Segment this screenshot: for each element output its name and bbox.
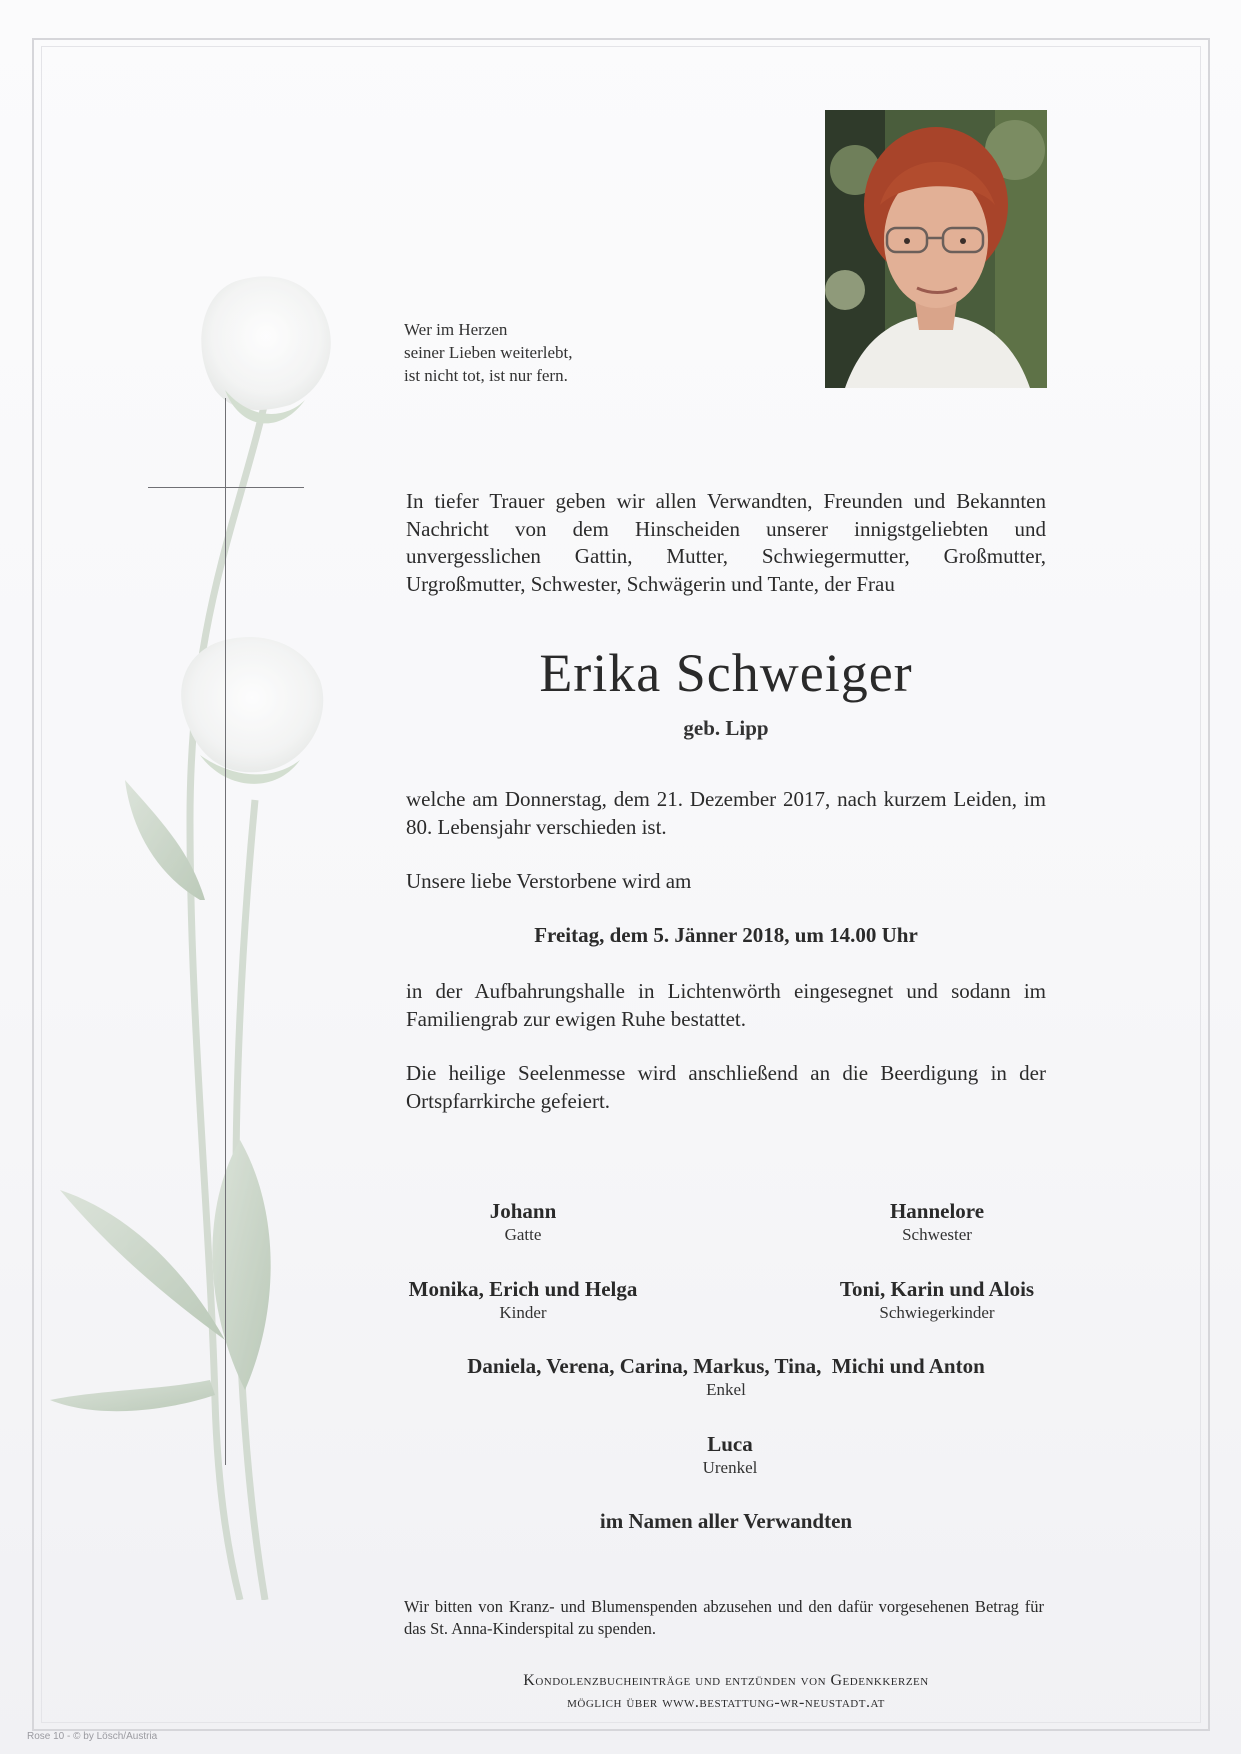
cross-vertical-line	[225, 398, 226, 1465]
quote-line: Wer im Herzen	[404, 320, 508, 339]
condolence-footer	[406, 1670, 1046, 1714]
mourner-relation: Gatte	[504, 1225, 542, 1244]
mourner-great-grandchildren	[580, 1431, 880, 1479]
mourner-relation: Schwester	[902, 1225, 972, 1244]
mourner-name: Johann	[489, 1199, 557, 1223]
cross-horizontal-line	[148, 487, 304, 488]
maiden-name: geb. Lipp	[683, 716, 769, 740]
mourner-children	[373, 1276, 673, 1324]
mass-text: Die heilige Seelenmesse wird anschließend an die Beerdigung in der Ortspfarrkirche gefeiert.	[406, 1061, 1046, 1113]
footer-line: möglich über www.bestattung-wr-neustadt.at	[567, 1694, 885, 1711]
mourner-grandchildren	[406, 1353, 1046, 1401]
death-text: welche am Donnerstag, dem 21. Dezember 2017, nach kurzem Leiden, im 80. Lebensjahr verschieden ist.	[406, 787, 1046, 839]
footer-line: Kondolenzbucheinträge und entzünden von Gedenkkerzen	[523, 1672, 929, 1689]
quote-line: ist nicht tot, ist nur fern.	[404, 366, 568, 385]
image-credit: Rose 10 - © by Lösch/Austria	[27, 1731, 158, 1742]
mourner-relation: Schwiegerkinder	[879, 1303, 995, 1322]
funeral-date: Freitag, dem 5. Jänner 2018, um 14.00 Uhr	[534, 923, 918, 947]
mourner-spouse	[373, 1198, 673, 1246]
funeral-intro: Unsere liebe Verstorbene wird am	[406, 869, 692, 893]
portrait-photo	[825, 110, 1047, 388]
funeral-place: in der Aufbahrungshalle in Lichtenwörth eingesegnet und sodann im Familiengrab zur ewigen Ruhe bestattet.	[406, 979, 1046, 1031]
announcement-intro: In tiefer Trauer geben wir allen Verwandten, Freunden und Bekannten Nachricht von dem Hinscheiden unserer innigstgeliebten und unvergesslichen Gattin, Mutter, Schwiegermutter, Großmutter, Urgroßmutter, Schwester, Schwägerin und Tante, der Frau	[406, 489, 1046, 596]
mourner-name: Hannelore	[889, 1199, 985, 1223]
deceased-name: Erika Schweiger	[539, 643, 913, 703]
mourner-relation: Kinder	[499, 1303, 547, 1322]
mourner-in-laws	[787, 1276, 1087, 1324]
mourner-relation: Urenkel	[702, 1458, 758, 1477]
mourner-relation: Enkel	[706, 1380, 746, 1399]
quote-line: seiner Lieben weiterlebt,	[404, 343, 573, 362]
memorial-quote	[404, 318, 664, 387]
mourner-name: Daniela, Verena, Carina, Markus, Tina, Michi und Anton	[467, 1354, 985, 1378]
mourner-sister	[787, 1198, 1087, 1246]
white-rose-illustration	[40, 260, 380, 1600]
mourner-name: Monika, Erich und Helga	[408, 1277, 638, 1301]
mourner-name: Luca	[707, 1432, 753, 1456]
on-behalf-line: im Namen aller Verwandten	[599, 1509, 853, 1533]
donation-note: Wir bitten von Kranz- und Blumenspenden abzusehen und den dafür vorgesehenen Betrag für das St. Anna-Kinderspital zu spenden.	[404, 1597, 1044, 1638]
mourner-name: Toni, Karin und Alois	[839, 1277, 1035, 1301]
